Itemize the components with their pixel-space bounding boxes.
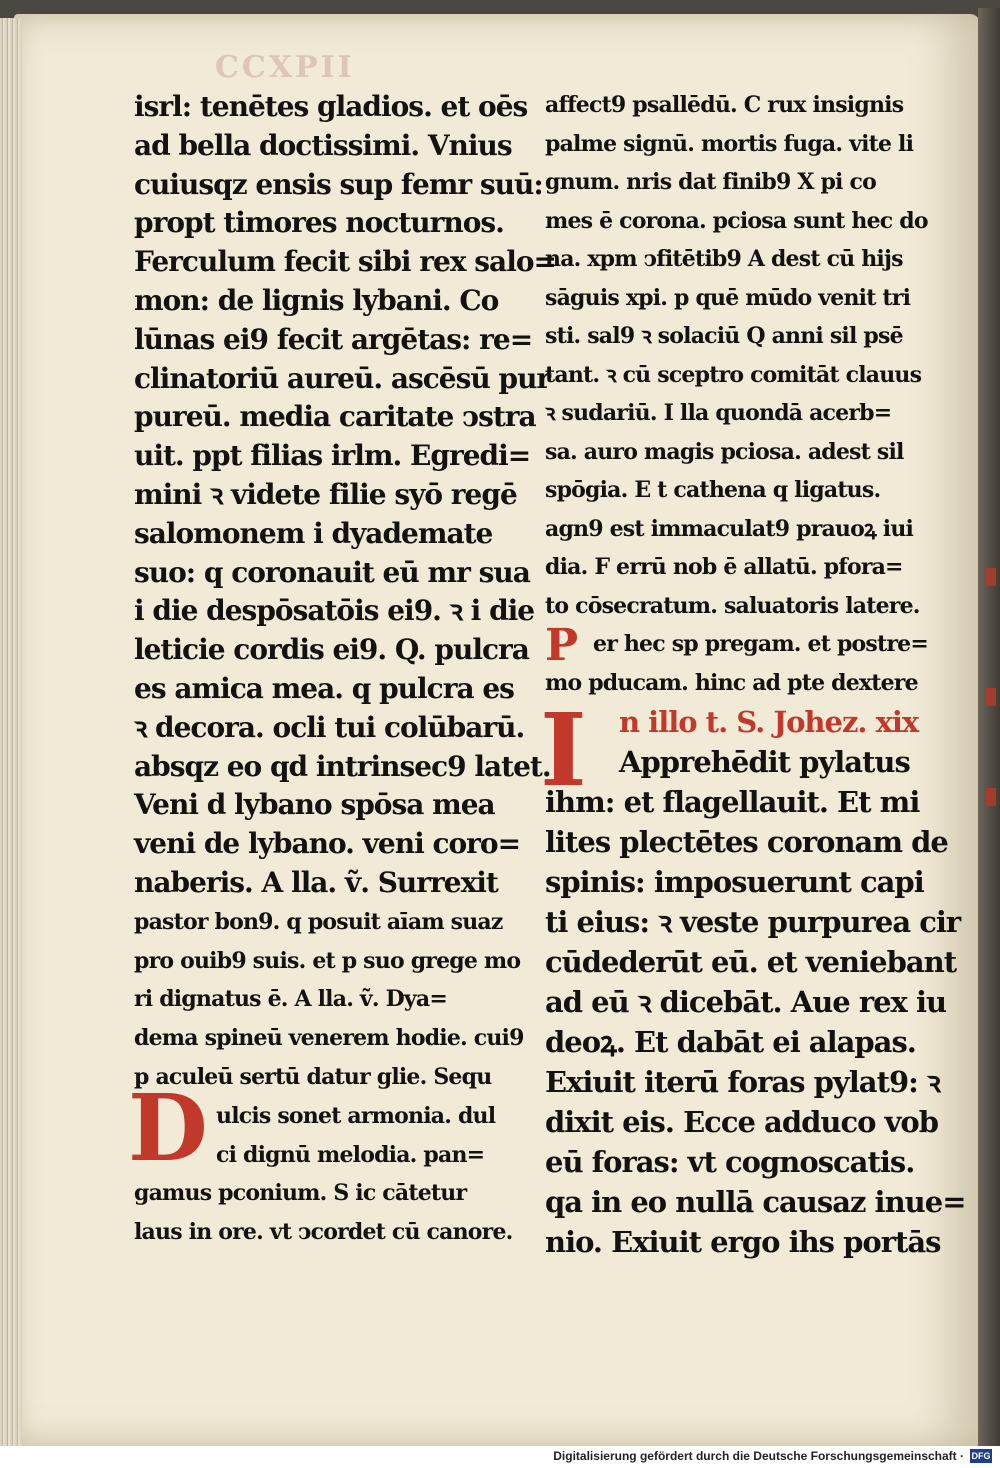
- rubric-mark: [986, 688, 996, 706]
- footer-bar: [0, 1446, 1000, 1468]
- text-line: dixit eis. Ecce adduco vob: [545, 1105, 939, 1139]
- text-line: eū foras: vt cognoscatis.: [545, 1145, 915, 1179]
- text-line: sāguis xpi. p quē mūdo venit tri: [545, 284, 911, 311]
- text-line: mon: de lignis lybani. Co: [134, 283, 499, 317]
- text-line: Apprehēdit pylatus: [619, 745, 910, 779]
- text-line: ad eū ꝛ dicebāt. Aue rex iu: [545, 985, 947, 1019]
- text-line: Ferculum fecit sibi rex salo=: [134, 245, 556, 279]
- text-line: lites plectētes coronam de: [545, 825, 948, 859]
- text-line: gnum. nris dat finib9 X pi co: [545, 169, 876, 195]
- text-line: pastor bon9. q posuit aīam suaz: [134, 908, 503, 935]
- rubric-mark: [986, 568, 996, 586]
- text-line: gamus pconium. S ic cātetur: [134, 1180, 467, 1207]
- text-line: ihm: et flagellauit. Et mi: [545, 785, 920, 819]
- text-line: agn9 est immaculat9 prauoꝝ iui: [545, 515, 914, 542]
- dfg-logo-icon[interactable]: DFG: [971, 1451, 991, 1461]
- rubric-initial-i: I: [540, 691, 587, 809]
- text-line: propt timores nocturnos.: [134, 206, 504, 240]
- text-line: spōgia. E t cathena q ligatus.: [545, 477, 881, 503]
- text-line: spinis: imposuerunt capi: [545, 865, 924, 899]
- text-line: leticie cordis ei9. Q. pulcra: [134, 633, 529, 667]
- text-line: ꝛ sudariū. I lla quondā acerb=: [545, 400, 892, 426]
- text-line: uit. ppt filias irlm. Egredi=: [134, 439, 531, 473]
- text-line: p aculeū sertū datur glie. Sequ: [134, 1063, 492, 1090]
- text-line: dia. F errū nob ē allatū. pfora=: [545, 554, 903, 580]
- text-line: ꝛ decora. ocli tui colūbarū.: [134, 710, 525, 744]
- text-line: ri dignatus ē. A lla. ṽ. Dya=: [134, 986, 447, 1013]
- text-line: palme signū. mortis fuga. vite li: [545, 130, 914, 157]
- text-line: clinatoriū aureū. ascēsū pur: [134, 361, 551, 395]
- rubric-initial-d: D: [128, 1074, 208, 1182]
- funding-credit: Digitalisierung gefördert durch die Deutsche Forschungsgemeinschaft ·: [553, 1449, 964, 1463]
- text-line: pro ouib9 suis. et p suo grege mo: [134, 947, 521, 974]
- facing-page-edge: [978, 8, 1000, 1448]
- rubric-mark: [986, 788, 996, 806]
- text-line: laus in ore. vt ↄcordet cū canore.: [134, 1219, 513, 1246]
- text-line: isrl: tenētes gladios. et oēs: [134, 90, 528, 123]
- text-line: es amica mea. q pulcra es: [134, 671, 514, 705]
- text-line: tant. ꝛ cū sceptro comitāt clauus: [545, 361, 922, 388]
- text-line: naberis. A lla. ṽ. Surrexit: [134, 865, 498, 899]
- text-line: Exiuit iterū foras pylat9: ꝛ: [545, 1065, 940, 1099]
- text-line: ci dignū melodia. pan=: [216, 1141, 485, 1168]
- text-line: na. xpm ↄfitētib9 A dest cū hijs: [545, 246, 903, 272]
- text-line: deoꝝ. Et dabāt ei alapas.: [545, 1025, 916, 1059]
- text-line: cuiusqz ensis sup femr suū:: [134, 167, 543, 201]
- page-leaves-edge: [0, 18, 22, 1448]
- text-line: nio. Exiuit ergo ihs portās: [545, 1225, 941, 1259]
- text-line: ti eius: ꝛ veste purpurea cir: [545, 905, 961, 939]
- text-line: Veni d lybano spōsa mea: [134, 788, 495, 822]
- text-line: mini ꝛ videte filie syō regē: [134, 477, 517, 511]
- text-line: veni de lybano. veni coro=: [134, 827, 521, 861]
- text-line: pureū. media caritate ↄstra: [134, 400, 536, 434]
- folio-number: CCXPII: [215, 50, 355, 85]
- text-line: cūdederūt eū. et veniebant: [545, 945, 957, 979]
- text-line: lūnas ei9 fecit argētas: re=: [134, 322, 533, 356]
- text-line: affect9 psallēdū. C rux insignis: [545, 92, 904, 118]
- text-line: salomonem i dyademate: [134, 516, 493, 550]
- text-line: to cōsecratum. saluatoris latere.: [545, 592, 920, 619]
- text-line: ad bella doctissimi. Vnius: [134, 128, 512, 162]
- text-line: mes ē corona. pciosa sunt hec do: [545, 207, 928, 234]
- text-line: absqz eo qd intrinsec9 latet.: [134, 749, 551, 783]
- text-line: qa in eo nullā causaz inue=: [545, 1185, 966, 1219]
- text-line: sti. sal9 ꝛ solaciū Q anni sil psē: [545, 323, 903, 349]
- text-line: sa. auro magis pciosa. adest sil: [545, 438, 904, 465]
- text-line: i die despōsatōis ei9. ꝛ i die: [134, 594, 535, 628]
- text-line: ulcis sonet armonia. dul: [216, 1102, 496, 1129]
- text-line: er hec sp pregam. et postre=: [593, 631, 928, 657]
- text-line: dema spineū venerem hodie. cui9: [134, 1025, 524, 1052]
- gospel-heading: n illo t. S. Johez. xix: [619, 705, 919, 739]
- text-line: mo pducam. hinc ad pte dextere: [545, 669, 918, 696]
- rubric-initial-p: P: [545, 620, 579, 671]
- text-line: suo: q coronauit eū mr sua: [134, 555, 530, 589]
- right-text-column: [545, 86, 966, 1262]
